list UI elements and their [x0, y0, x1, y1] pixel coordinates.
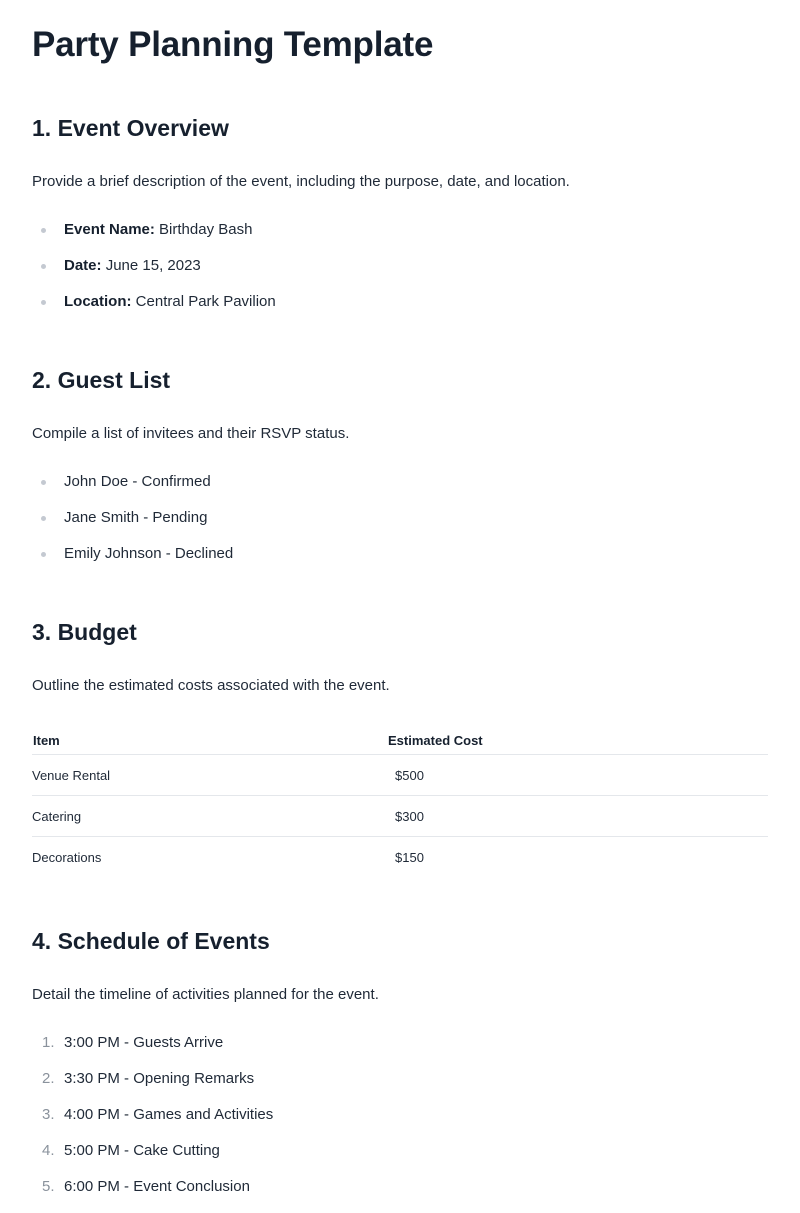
bullet-icon — [41, 552, 46, 557]
table-row — [32, 755, 768, 796]
column-header-item: Item — [32, 726, 387, 755]
step-number: 2. — [42, 1070, 55, 1087]
detail-value: June 15, 2023 — [105, 257, 201, 274]
list-item — [32, 472, 768, 508]
list-item — [32, 256, 768, 292]
list-item — [32, 220, 768, 256]
list-item — [32, 544, 768, 580]
bullet-icon — [41, 264, 46, 269]
section-description: Compile a list of invitees and their RSVP status. — [32, 425, 350, 442]
bullet-icon — [41, 300, 46, 305]
step-text: 3:30 PM - Opening Remarks — [64, 1070, 255, 1087]
step-number: 5. — [42, 1178, 55, 1195]
budget-cost: $150 — [395, 849, 424, 865]
step-number: 4. — [42, 1142, 55, 1159]
list-item — [32, 1033, 768, 1069]
detail-label: Location: — [64, 293, 132, 310]
section-description: Provide a brief description of the event, including the purpose, date, and location. — [32, 173, 570, 190]
step-text: 5:00 PM - Cake Cutting — [64, 1142, 220, 1159]
step-number: 3. — [42, 1106, 55, 1123]
step-text: 3:00 PM - Guests Arrive — [64, 1034, 224, 1051]
guest-entry: Jane Smith - Pending — [64, 509, 208, 526]
event-details-list — [32, 220, 768, 328]
budget-item: Catering — [32, 796, 387, 837]
list-item — [32, 1105, 768, 1141]
budget-item: Venue Rental — [32, 755, 387, 796]
step-text: 6:00 PM - Event Conclusion — [64, 1178, 250, 1195]
section-budget — [32, 618, 768, 865]
section-heading: 1. Event Overview — [32, 115, 229, 141]
section-heading: 3. Budget — [32, 619, 137, 645]
bullet-icon — [41, 516, 46, 521]
section-heading: 2. Guest List — [32, 367, 171, 393]
guest-list — [32, 472, 768, 580]
detail-value: Birthday Bash — [159, 221, 253, 238]
section-heading: 4. Schedule of Events — [32, 928, 270, 954]
list-item — [32, 1141, 768, 1177]
guest-entry: John Doe - Confirmed — [64, 473, 211, 490]
budget-cost: $500 — [387, 755, 768, 796]
schedule-list — [32, 1033, 768, 1213]
section-description: Detail the timeline of activities planned for the event. — [32, 986, 379, 1003]
budget-table — [32, 726, 768, 877]
list-item — [32, 1069, 768, 1105]
table-row — [32, 796, 768, 837]
step-text: 4:00 PM - Games and Activities — [64, 1106, 274, 1123]
budget-cost: $300 — [387, 796, 768, 837]
list-item — [32, 1177, 768, 1213]
budget-item: Decorations — [32, 849, 102, 865]
table-header-row — [32, 726, 768, 755]
section-description: Outline the estimated costs associated with the event. — [32, 677, 390, 694]
bullet-icon — [41, 228, 46, 233]
column-header-estimated-cost: Estimated Cost — [387, 726, 768, 755]
detail-label: Event Name: — [64, 221, 155, 238]
section-schedule — [32, 927, 768, 1195]
list-item — [32, 508, 768, 544]
page-title: Party Planning Template — [32, 25, 434, 64]
table-row — [32, 837, 768, 878]
section-guest-list — [32, 366, 768, 562]
detail-value: Central Park Pavilion — [135, 293, 276, 310]
detail-label: Date: — [64, 257, 102, 274]
bullet-icon — [41, 480, 46, 485]
section-event-overview — [32, 114, 768, 310]
step-number: 1. — [42, 1034, 55, 1051]
list-item — [32, 292, 768, 328]
guest-entry: Emily Johnson - Declined — [64, 545, 234, 562]
